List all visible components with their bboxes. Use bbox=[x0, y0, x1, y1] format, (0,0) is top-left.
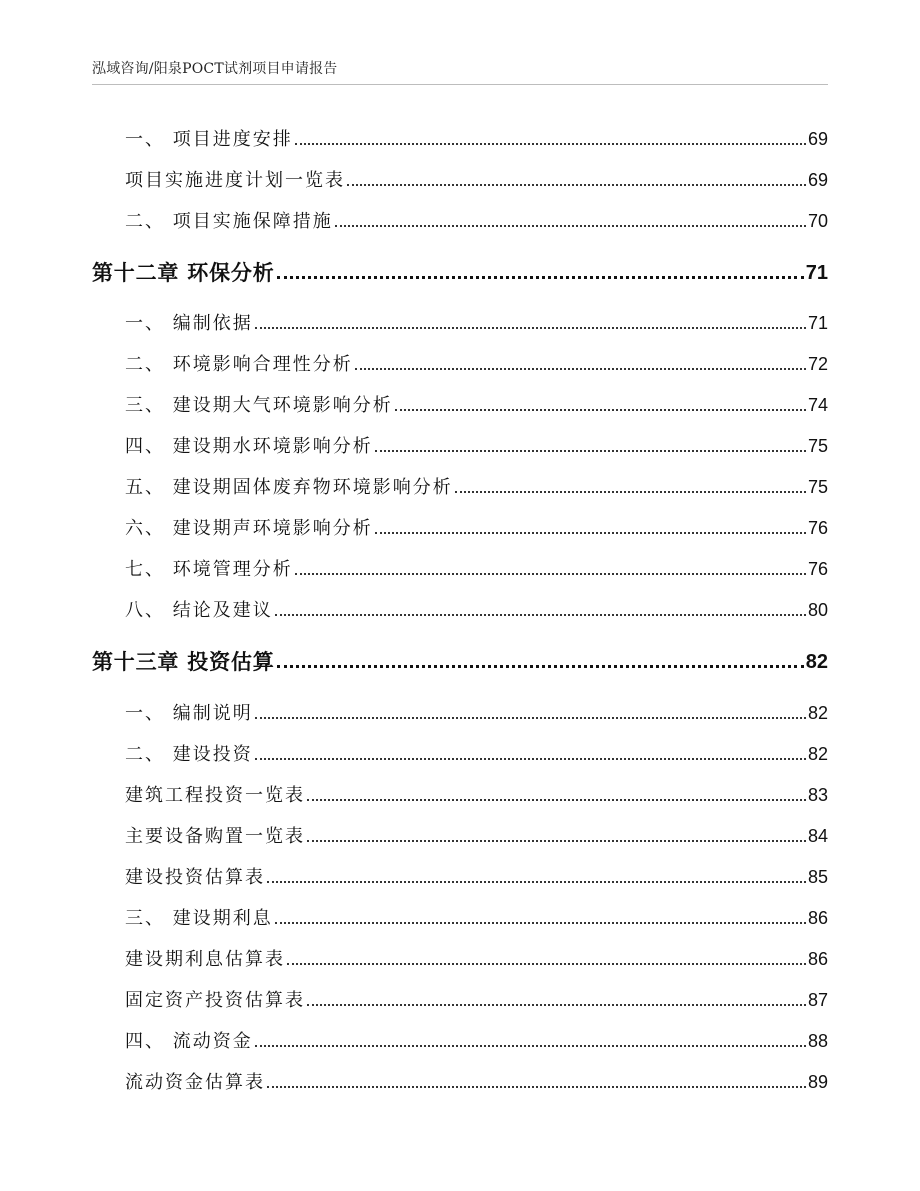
toc-entry[interactable] bbox=[0, 1019, 920, 1053]
toc-entry[interactable] bbox=[0, 301, 920, 335]
toc-entry[interactable] bbox=[0, 547, 920, 581]
toc-entry[interactable] bbox=[0, 978, 920, 1012]
toc-dot-leader bbox=[307, 799, 806, 801]
toc-dot-leader bbox=[375, 450, 806, 452]
toc-dot-leader bbox=[255, 717, 806, 719]
toc-entry-title: 六、 建设期声环境影响分析 bbox=[125, 518, 373, 540]
toc-entry[interactable] bbox=[0, 937, 920, 971]
toc-chapter-title: 第十二章 环保分析 bbox=[92, 259, 275, 285]
toc-entry-page: 76 bbox=[807, 518, 828, 539]
toc-dot-leader bbox=[287, 963, 806, 965]
toc-dot-leader bbox=[455, 491, 806, 493]
toc-entry-title: 五、 建设期固体废弃物环境影响分析 bbox=[125, 477, 453, 499]
toc-dot-leader bbox=[295, 573, 806, 575]
toc-entry[interactable] bbox=[0, 855, 920, 889]
toc-entry-title: 三、 建设期利息 bbox=[125, 908, 273, 930]
toc-entry-title: 一、 编制依据 bbox=[125, 313, 253, 335]
toc-entry-title: 建设期利息估算表 bbox=[125, 949, 285, 971]
toc-entry[interactable] bbox=[0, 383, 920, 417]
toc-entry-title: 一、 编制说明 bbox=[125, 703, 253, 725]
toc-entry-page: 85 bbox=[807, 867, 828, 888]
toc-entry[interactable] bbox=[0, 199, 920, 233]
toc-entry-page: 69 bbox=[807, 170, 828, 191]
toc-entry-page: 83 bbox=[807, 785, 828, 806]
toc-entry-title: 建筑工程投资一览表 bbox=[125, 785, 305, 807]
toc-entry-title: 二、 环境影响合理性分析 bbox=[125, 354, 353, 376]
toc-dot-leader bbox=[295, 143, 806, 145]
toc-dot-leader bbox=[347, 184, 806, 186]
toc-entry-title: 项目实施进度计划一览表 bbox=[125, 170, 345, 192]
toc-entry-page: 75 bbox=[807, 436, 828, 457]
toc-dot-leader bbox=[255, 1045, 806, 1047]
toc-entry-title: 主要设备购置一览表 bbox=[125, 826, 305, 848]
toc-entry-title: 二、 项目实施保障措施 bbox=[125, 211, 333, 233]
toc-entry[interactable] bbox=[0, 588, 920, 622]
toc-entry-title: 固定资产投资估算表 bbox=[125, 990, 305, 1012]
toc-entry-title: 八、 结论及建议 bbox=[125, 600, 273, 622]
toc-entry[interactable] bbox=[0, 117, 920, 151]
toc-dot-leader bbox=[277, 665, 804, 668]
toc-entry-page: 71 bbox=[807, 313, 828, 334]
toc-chapter-title: 第十三章 投资估算 bbox=[92, 648, 275, 674]
toc-entry-title: 四、 建设期水环境影响分析 bbox=[125, 436, 373, 458]
toc-entry[interactable] bbox=[0, 465, 920, 499]
toc-dot-leader bbox=[267, 1086, 806, 1088]
toc-entry-page: 87 bbox=[807, 990, 828, 1011]
toc-entry[interactable] bbox=[0, 814, 920, 848]
toc-entry-title: 流动资金估算表 bbox=[125, 1072, 265, 1094]
toc-dot-leader bbox=[335, 225, 806, 227]
toc-entry-title: 建设投资估算表 bbox=[125, 867, 265, 889]
toc-entry-page: 84 bbox=[807, 826, 828, 847]
toc-dot-leader bbox=[267, 881, 806, 883]
toc-entry-page: 82 bbox=[807, 744, 828, 765]
toc-entry[interactable] bbox=[0, 773, 920, 807]
toc-entry-page: 70 bbox=[807, 211, 828, 232]
page-header: 泓域咨询/阳泉POCT试剂项目申请报告 bbox=[92, 61, 338, 77]
toc-entry-page: 86 bbox=[807, 908, 828, 929]
toc-entry-title: 二、 建设投资 bbox=[125, 744, 253, 766]
toc-entry-page: 89 bbox=[807, 1072, 828, 1093]
toc-entry-title: 七、 环境管理分析 bbox=[125, 559, 293, 581]
toc-dot-leader bbox=[375, 532, 806, 534]
toc-entry-page: 86 bbox=[807, 949, 828, 970]
toc-dot-leader bbox=[355, 368, 806, 370]
toc-entry[interactable] bbox=[0, 158, 920, 192]
toc-entry[interactable] bbox=[0, 342, 920, 376]
toc-entry[interactable] bbox=[0, 691, 920, 725]
toc-dot-leader bbox=[255, 758, 806, 760]
toc-entry-page: 72 bbox=[807, 354, 828, 375]
toc-entry-page: 74 bbox=[807, 395, 828, 416]
toc-entry[interactable] bbox=[0, 732, 920, 766]
toc-entry-page: 88 bbox=[807, 1031, 828, 1052]
toc-dot-leader bbox=[255, 327, 806, 329]
toc-dot-leader bbox=[275, 922, 806, 924]
toc-chapter-page: 82 bbox=[805, 651, 828, 673]
toc-entry-page: 76 bbox=[807, 559, 828, 580]
toc-entry-title: 三、 建设期大气环境影响分析 bbox=[125, 395, 393, 417]
toc-chapter-entry[interactable] bbox=[0, 640, 920, 674]
toc-dot-leader bbox=[277, 276, 804, 279]
toc-dot-leader bbox=[275, 614, 806, 616]
toc-entry-page: 69 bbox=[807, 129, 828, 150]
toc-entry-page: 80 bbox=[807, 600, 828, 621]
toc-entry[interactable] bbox=[0, 506, 920, 540]
toc-entry-title: 四、 流动资金 bbox=[125, 1031, 253, 1053]
toc-dot-leader bbox=[395, 409, 806, 411]
toc-dot-leader bbox=[307, 1004, 806, 1006]
toc-entry[interactable] bbox=[0, 896, 920, 930]
toc-entry-title: 一、 项目进度安排 bbox=[125, 129, 293, 151]
toc-entry[interactable] bbox=[0, 424, 920, 458]
toc-chapter-page: 71 bbox=[805, 262, 828, 284]
toc-entry-page: 75 bbox=[807, 477, 828, 498]
toc-entry[interactable] bbox=[0, 1060, 920, 1094]
toc-entry-page: 82 bbox=[807, 703, 828, 724]
toc-dot-leader bbox=[307, 840, 806, 842]
toc-chapter-entry[interactable] bbox=[0, 251, 920, 285]
